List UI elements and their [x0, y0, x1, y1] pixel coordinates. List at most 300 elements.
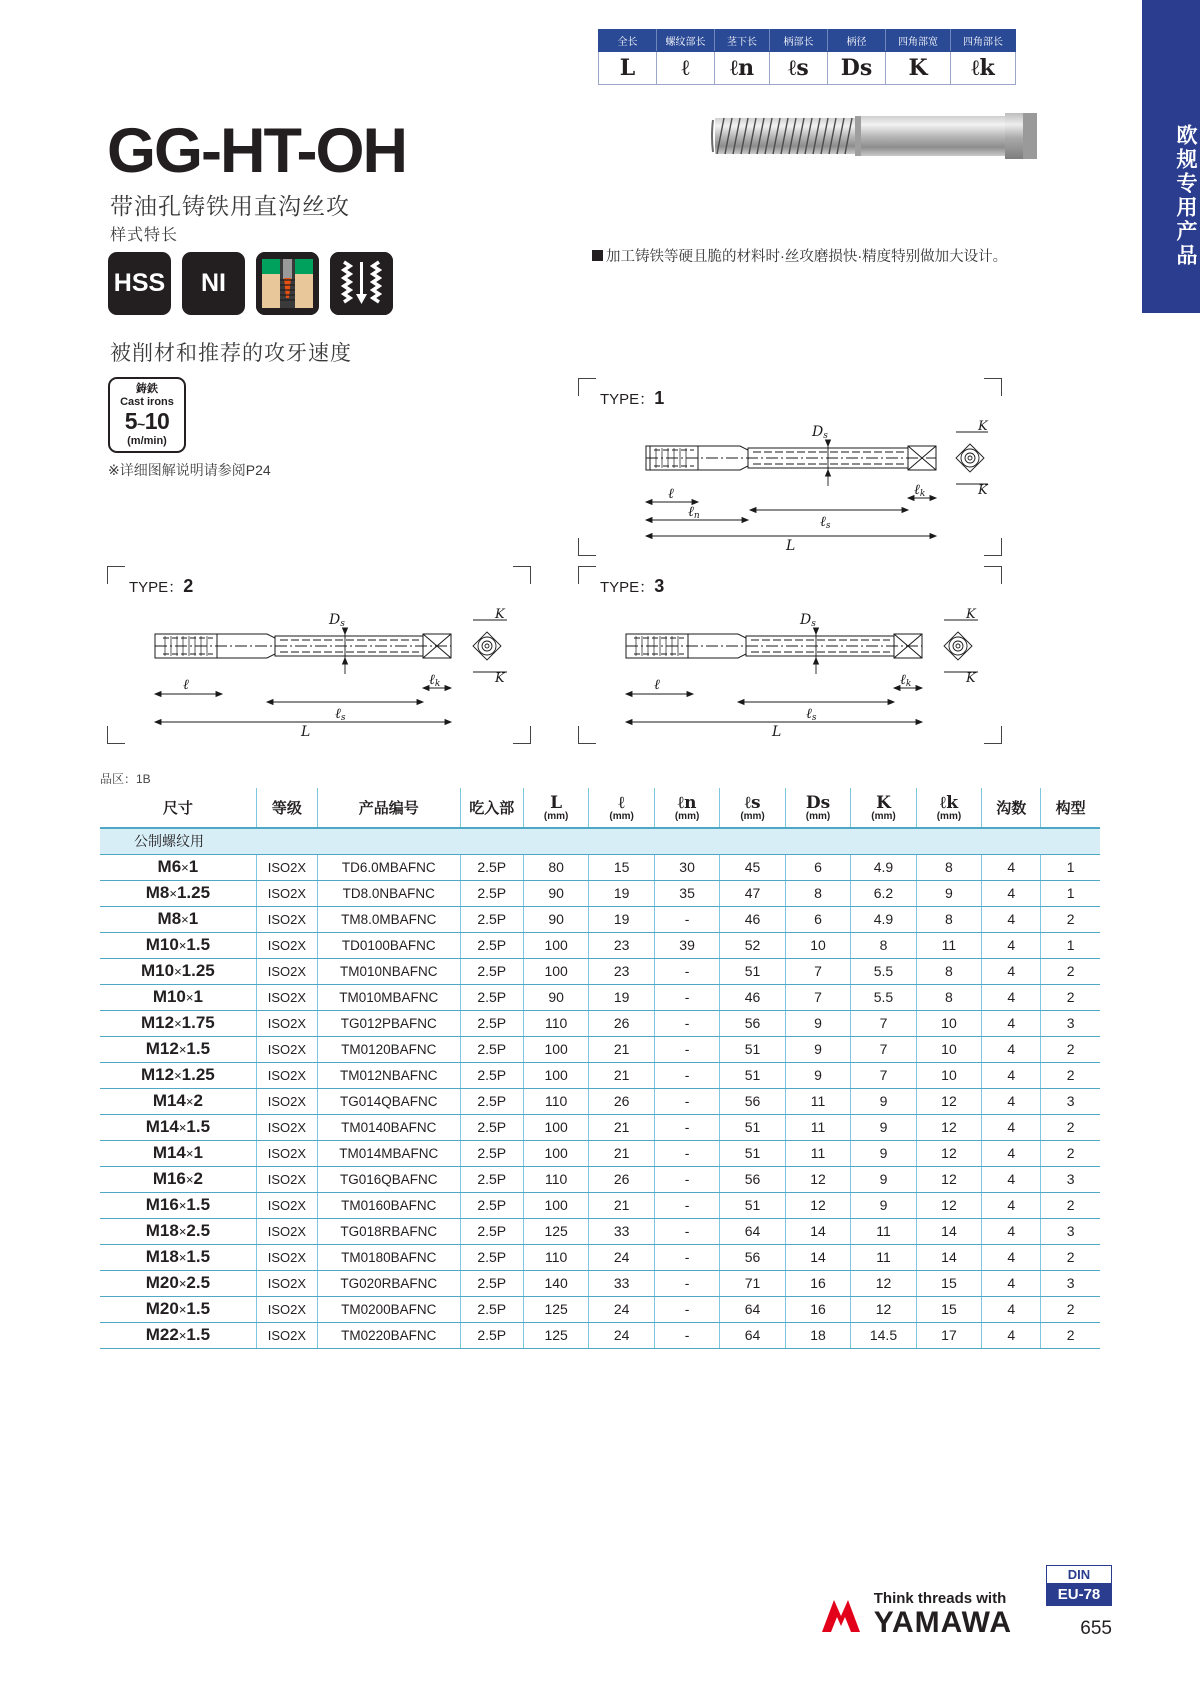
panel-corner-tr — [513, 566, 531, 584]
cell-ln: - — [654, 1088, 719, 1114]
cell-ln: - — [654, 1322, 719, 1348]
dim-L: L — [301, 724, 311, 740]
cell-L: 125 — [523, 1218, 588, 1244]
cell-L: 100 — [523, 932, 588, 958]
cell-l: 19 — [589, 906, 654, 932]
cell-K: 4.9 — [851, 906, 916, 932]
cell-K: 12 — [851, 1270, 916, 1296]
speed-min: 5 — [124, 408, 137, 435]
table-section-row — [100, 828, 1100, 854]
type-1-diagram — [588, 402, 992, 552]
tap-product-photo — [705, 100, 1045, 172]
cell-lead: 2.5P — [460, 1296, 523, 1322]
cell-lk: 14 — [916, 1244, 981, 1270]
dim-ln: ℓn — [688, 504, 700, 521]
cell-K: 7 — [851, 1010, 916, 1036]
type-2-label: TYPE： — [129, 579, 184, 596]
page-number: 655 — [1080, 1618, 1112, 1639]
dim-K-bottom: K — [966, 671, 976, 686]
cell-lead: 2.5P — [460, 1088, 523, 1114]
cell-L: 110 — [523, 1010, 588, 1036]
dim-l: ℓ — [654, 677, 660, 693]
cell-Ds: 8 — [785, 880, 850, 906]
cutting-speed-box — [108, 377, 186, 453]
cell-lead: 2.5P — [460, 1192, 523, 1218]
cell-flutes: 4 — [982, 958, 1041, 984]
specification-table — [100, 788, 1100, 1349]
cell-ln: 30 — [654, 854, 719, 880]
cell-flutes: 4 — [982, 1036, 1041, 1062]
cell-type: 3 — [1041, 1166, 1100, 1192]
cell-type: 3 — [1041, 1088, 1100, 1114]
cell-ls: 51 — [720, 958, 785, 984]
cell-ls: 51 — [720, 1062, 785, 1088]
type-2-panel — [107, 566, 531, 744]
cell-code: TM010MBAFNC — [318, 984, 461, 1010]
cell-L: 100 — [523, 1114, 588, 1140]
type-2-diagram — [117, 590, 521, 740]
cell-lead: 2.5P — [460, 1114, 523, 1140]
type-2-number: 2 — [183, 576, 194, 596]
cell-l: 23 — [589, 932, 654, 958]
cell-ls: 71 — [720, 1270, 785, 1296]
cell-size: M6×1 — [100, 854, 256, 880]
cell-type: 2 — [1041, 1296, 1100, 1322]
cell-code: TM010NBAFNC — [318, 958, 461, 984]
cell-flutes: 4 — [982, 932, 1041, 958]
cell-ln: - — [654, 1010, 719, 1036]
cell-lk: 12 — [916, 1088, 981, 1114]
cell-l: 24 — [589, 1322, 654, 1348]
cell-Ds: 14 — [785, 1218, 850, 1244]
ni-badge-label: NI — [201, 269, 226, 297]
cell-type: 1 — [1041, 932, 1100, 958]
cell-flutes: 4 — [982, 1218, 1041, 1244]
feature-badges — [108, 252, 393, 315]
hss-badge — [108, 252, 171, 315]
cell-ln: 35 — [654, 880, 719, 906]
dim-L: L — [772, 724, 782, 740]
table-row — [100, 1322, 1100, 1348]
col-header-K: K (mm) — [851, 788, 916, 828]
cell-lead: 2.5P — [460, 1140, 523, 1166]
cell-lk: 12 — [916, 1166, 981, 1192]
cell-K: 11 — [851, 1218, 916, 1244]
cell-size: M20×2.5 — [100, 1270, 256, 1296]
cell-Ds: 9 — [785, 1062, 850, 1088]
cell-flutes: 4 — [982, 1244, 1041, 1270]
cell-flutes: 4 — [982, 1270, 1041, 1296]
cell-l: 15 — [589, 854, 654, 880]
col-header-flutes: 沟数 — [982, 788, 1041, 828]
legend-cn-6: 四角部长 — [951, 30, 1016, 52]
cell-L: 80 — [523, 854, 588, 880]
cell-flutes: 4 — [982, 1062, 1041, 1088]
category-sidebar — [1142, 0, 1200, 313]
cell-type: 2 — [1041, 906, 1100, 932]
cell-lk: 15 — [916, 1270, 981, 1296]
cell-K: 4.9 — [851, 854, 916, 880]
cell-l: 33 — [589, 1270, 654, 1296]
legend-cn-0: 全长 — [599, 30, 657, 52]
straight-flute-icon — [330, 252, 393, 315]
ni-badge — [182, 252, 245, 315]
cell-code: TM014MBAFNC — [318, 1140, 461, 1166]
cell-size: M18×1.5 — [100, 1244, 256, 1270]
cell-lk: 10 — [916, 1036, 981, 1062]
speed-note: ※详细图解说明请参阅P24 — [108, 462, 271, 478]
cell-ls: 51 — [720, 1036, 785, 1062]
cell-lk: 14 — [916, 1218, 981, 1244]
speed-material-cn: 鋳鉄 — [136, 383, 158, 395]
cell-grade: ISO2X — [256, 1296, 317, 1322]
cell-K: 8 — [851, 932, 916, 958]
cell-type: 1 — [1041, 854, 1100, 880]
cell-lk: 11 — [916, 932, 981, 958]
cell-size: M14×2 — [100, 1088, 256, 1114]
cell-ls: 46 — [720, 984, 785, 1010]
table-row — [100, 932, 1100, 958]
cell-size: M12×1.5 — [100, 1036, 256, 1062]
standard-din-label: DIN — [1046, 1565, 1112, 1584]
table-row — [100, 1296, 1100, 1322]
cell-lead: 2.5P — [460, 1036, 523, 1062]
legend-sym-3: ℓs — [770, 52, 828, 85]
col-header-l: ℓ (mm) — [589, 788, 654, 828]
cell-flutes: 4 — [982, 984, 1041, 1010]
cell-ls: 56 — [720, 1010, 785, 1036]
dim-K-bottom: K — [495, 671, 505, 686]
cell-size: M14×1.5 — [100, 1114, 256, 1140]
page-subtitle: 带油孔铸铁用直沟丝攻 — [110, 193, 350, 219]
type-3-number: 3 — [654, 576, 665, 596]
legend-sym-6: ℓk — [951, 52, 1016, 85]
cell-l: 21 — [589, 1140, 654, 1166]
cell-ln: - — [654, 1166, 719, 1192]
bullet-square-icon — [592, 250, 603, 261]
cell-type: 3 — [1041, 1218, 1100, 1244]
cell-type: 2 — [1041, 1322, 1100, 1348]
cell-ln: - — [654, 1218, 719, 1244]
category-sidebar-label: 欧规专用产品 — [1174, 124, 1197, 268]
col-header-size: 尺寸 — [100, 788, 256, 828]
cell-code: TM0200BAFNC — [318, 1296, 461, 1322]
dim-ls: ℓs — [806, 706, 817, 723]
table-row — [100, 1244, 1100, 1270]
cell-type: 2 — [1041, 1140, 1100, 1166]
cell-Ds: 9 — [785, 1010, 850, 1036]
cell-type: 2 — [1041, 1062, 1100, 1088]
cell-ln: - — [654, 1296, 719, 1322]
cell-L: 110 — [523, 1088, 588, 1114]
cell-lk: 8 — [916, 906, 981, 932]
cell-l: 21 — [589, 1192, 654, 1218]
col-header-lk: ℓk (mm) — [916, 788, 981, 828]
cell-K: 9 — [851, 1114, 916, 1140]
cell-l: 19 — [589, 984, 654, 1010]
cell-lk: 8 — [916, 854, 981, 880]
cell-type: 3 — [1041, 1270, 1100, 1296]
cell-grade: ISO2X — [256, 854, 317, 880]
cell-grade: ISO2X — [256, 1114, 317, 1140]
panel-corner-tl — [578, 378, 596, 396]
cell-l: 21 — [589, 1062, 654, 1088]
cell-ls: 45 — [720, 854, 785, 880]
cell-lead: 2.5P — [460, 906, 523, 932]
col-header-ls: ℓs (mm) — [720, 788, 785, 828]
cell-K: 9 — [851, 1166, 916, 1192]
cell-Ds: 16 — [785, 1270, 850, 1296]
cell-lk: 10 — [916, 1010, 981, 1036]
cell-ls: 56 — [720, 1166, 785, 1192]
col-header-L: L (mm) — [523, 788, 588, 828]
cell-l: 26 — [589, 1088, 654, 1114]
cell-L: 140 — [523, 1270, 588, 1296]
cell-L: 100 — [523, 958, 588, 984]
cell-lk: 15 — [916, 1296, 981, 1322]
cell-K: 6.2 — [851, 880, 916, 906]
cell-Ds: 18 — [785, 1322, 850, 1348]
cell-Ds: 11 — [785, 1140, 850, 1166]
cell-K: 12 — [851, 1296, 916, 1322]
cell-grade: ISO2X — [256, 1244, 317, 1270]
cell-ln: - — [654, 984, 719, 1010]
legend-sym-1: ℓ — [657, 52, 715, 85]
cell-K: 9 — [851, 1088, 916, 1114]
legend-sym-2: ℓn — [715, 52, 770, 85]
cell-ls: 56 — [720, 1244, 785, 1270]
col-header-Ds: Ds (mm) — [785, 788, 850, 828]
standard-code: EU-78 — [1046, 1584, 1112, 1606]
legend-cn-4: 柄径 — [828, 30, 886, 52]
cell-grade: ISO2X — [256, 984, 317, 1010]
product-description — [592, 246, 1012, 268]
cell-flutes: 4 — [982, 1010, 1041, 1036]
cell-l: 24 — [589, 1296, 654, 1322]
cell-lead: 2.5P — [460, 984, 523, 1010]
cell-code: TM0220BAFNC — [318, 1322, 461, 1348]
cell-ls: 51 — [720, 1140, 785, 1166]
cell-lk: 8 — [916, 958, 981, 984]
cell-size: M18×2.5 — [100, 1218, 256, 1244]
cell-grade: ISO2X — [256, 1010, 317, 1036]
cell-lead: 2.5P — [460, 1270, 523, 1296]
cell-code: TM0180BAFNC — [318, 1244, 461, 1270]
table-row — [100, 854, 1100, 880]
cell-code: TG016QBAFNC — [318, 1166, 461, 1192]
cell-lead: 2.5P — [460, 1166, 523, 1192]
cell-grade: ISO2X — [256, 906, 317, 932]
cell-code: TG020RBAFNC — [318, 1270, 461, 1296]
cell-lk: 8 — [916, 984, 981, 1010]
cell-flutes: 4 — [982, 1192, 1041, 1218]
cell-type: 1 — [1041, 880, 1100, 906]
cell-K: 14.5 — [851, 1322, 916, 1348]
dim-lk: ℓk — [900, 672, 912, 689]
legend-symbol-row — [599, 52, 1016, 85]
cell-type: 2 — [1041, 1114, 1100, 1140]
cell-lead: 2.5P — [460, 1062, 523, 1088]
legend-cn-2: 茎下长 — [715, 30, 770, 52]
speed-value — [110, 409, 184, 434]
cell-type: 2 — [1041, 984, 1100, 1010]
cell-ln: - — [654, 1140, 719, 1166]
cell-Ds: 16 — [785, 1296, 850, 1322]
cell-K: 5.5 — [851, 958, 916, 984]
cell-grade: ISO2X — [256, 880, 317, 906]
table-row — [100, 880, 1100, 906]
legend-cn-3: 柄部长 — [770, 30, 828, 52]
cell-Ds: 10 — [785, 932, 850, 958]
table-row — [100, 1140, 1100, 1166]
cell-size: M16×2 — [100, 1166, 256, 1192]
cell-code: TG012PBAFNC — [318, 1010, 461, 1036]
cell-size: M10×1.5 — [100, 932, 256, 958]
cell-flutes: 4 — [982, 1166, 1041, 1192]
cell-flutes: 4 — [982, 1140, 1041, 1166]
cell-L: 100 — [523, 1036, 588, 1062]
speed-max: 10 — [144, 408, 170, 435]
legend-cn-row — [599, 30, 1016, 52]
cell-L: 125 — [523, 1296, 588, 1322]
cell-code: TM8.0MBAFNC — [318, 906, 461, 932]
cell-type: 2 — [1041, 1036, 1100, 1062]
table-row — [100, 906, 1100, 932]
dim-l: ℓ — [668, 486, 674, 502]
cell-Ds: 9 — [785, 1036, 850, 1062]
legend-sym-0: L — [599, 52, 657, 85]
cell-ls: 64 — [720, 1322, 785, 1348]
cell-flutes: 4 — [982, 880, 1041, 906]
cell-size: M16×1.5 — [100, 1192, 256, 1218]
cell-type: 2 — [1041, 1192, 1100, 1218]
page-title: GG-HT-OH — [107, 116, 406, 186]
cell-l: 19 — [589, 880, 654, 906]
cell-code: TM0140BAFNC — [318, 1114, 461, 1140]
cell-code: TG014QBAFNC — [318, 1088, 461, 1114]
cell-L: 90 — [523, 880, 588, 906]
cell-l: 24 — [589, 1244, 654, 1270]
cell-grade: ISO2X — [256, 1036, 317, 1062]
table-row — [100, 1270, 1100, 1296]
cell-grade: ISO2X — [256, 1088, 317, 1114]
dim-K-top: K — [966, 607, 976, 622]
cell-flutes: 4 — [982, 906, 1041, 932]
cell-code: TD0100BAFNC — [318, 932, 461, 958]
cell-code: TD8.0NBAFNC — [318, 880, 461, 906]
cell-size: M12×1.75 — [100, 1010, 256, 1036]
cell-ln: - — [654, 1036, 719, 1062]
cell-L: 90 — [523, 906, 588, 932]
col-header-lead: 吃入部 — [460, 788, 523, 828]
cell-size: M8×1 — [100, 906, 256, 932]
blind-hole-icon — [256, 252, 319, 315]
table-section-label: 公制螺纹用 — [100, 828, 1100, 854]
type-1-label: TYPE： — [600, 391, 655, 408]
cell-ls: 51 — [720, 1114, 785, 1140]
table-row — [100, 1166, 1100, 1192]
cell-L: 90 — [523, 984, 588, 1010]
cell-lead: 2.5P — [460, 1244, 523, 1270]
cell-ls: 56 — [720, 1088, 785, 1114]
cell-Ds: 12 — [785, 1192, 850, 1218]
dim-ls: ℓs — [820, 514, 831, 531]
cell-ls: 64 — [720, 1296, 785, 1322]
panel-corner-tl — [107, 566, 125, 584]
cell-ln: - — [654, 1244, 719, 1270]
cell-ls: 51 — [720, 1192, 785, 1218]
table-row — [100, 1010, 1100, 1036]
dim-K-bottom: K — [978, 483, 988, 498]
type-3-diagram — [588, 590, 992, 740]
cell-code: TD6.0MBAFNC — [318, 854, 461, 880]
symbol-legend-table — [598, 29, 1016, 85]
cell-ln: - — [654, 906, 719, 932]
cell-K: 11 — [851, 1244, 916, 1270]
cell-type: 2 — [1041, 1244, 1100, 1270]
cell-lead: 2.5P — [460, 1322, 523, 1348]
cell-l: 33 — [589, 1218, 654, 1244]
cell-Ds: 14 — [785, 1244, 850, 1270]
speed-material-en: Cast irons — [120, 396, 174, 409]
cell-ln: - — [654, 1062, 719, 1088]
cell-L: 110 — [523, 1244, 588, 1270]
footer-tagline: Think threads with — [873, 1590, 1007, 1607]
page-subtitle-2: 样式特长 — [110, 227, 179, 244]
cell-lead: 2.5P — [460, 880, 523, 906]
cell-ln: - — [654, 1192, 719, 1218]
cell-l: 26 — [589, 1010, 654, 1036]
cell-type: 2 — [1041, 958, 1100, 984]
speed-unit: (m/min) — [127, 434, 167, 447]
cell-K: 7 — [851, 1062, 916, 1088]
legend-sym-5: K — [886, 52, 951, 85]
cell-flutes: 4 — [982, 1296, 1041, 1322]
cell-l: 23 — [589, 958, 654, 984]
panel-corner-tl — [578, 566, 596, 584]
speed-heading: 被削材和推荐的攻牙速度 — [110, 342, 352, 365]
cell-L: 100 — [523, 1062, 588, 1088]
hss-badge-label: HSS — [113, 269, 166, 297]
cell-grade: ISO2X — [256, 1166, 317, 1192]
table-row — [100, 1114, 1100, 1140]
cell-lk: 12 — [916, 1192, 981, 1218]
cell-L: 100 — [523, 1140, 588, 1166]
col-header-code: 产品编号 — [318, 788, 461, 828]
cell-size: M12×1.25 — [100, 1062, 256, 1088]
cell-size: M10×1 — [100, 984, 256, 1010]
cell-l: 26 — [589, 1166, 654, 1192]
panel-corner-tr — [984, 378, 1002, 396]
table-row — [100, 958, 1100, 984]
cell-L: 110 — [523, 1166, 588, 1192]
col-header-ln: ℓn (mm) — [654, 788, 719, 828]
dim-lk: ℓk — [914, 482, 926, 499]
standard-badge — [1046, 1565, 1112, 1606]
cell-grade: ISO2X — [256, 1192, 317, 1218]
col-header-grade: 等级 — [256, 788, 317, 828]
cell-Ds: 11 — [785, 1114, 850, 1140]
cell-lead: 2.5P — [460, 854, 523, 880]
cell-Ds: 12 — [785, 1166, 850, 1192]
type-3-panel — [578, 566, 1002, 744]
cell-lead: 2.5P — [460, 958, 523, 984]
cell-lk: 9 — [916, 880, 981, 906]
cell-size: M20×1.5 — [100, 1296, 256, 1322]
cell-code: TM012NBAFNC — [318, 1062, 461, 1088]
table-body — [100, 828, 1100, 1348]
cell-lk: 12 — [916, 1140, 981, 1166]
